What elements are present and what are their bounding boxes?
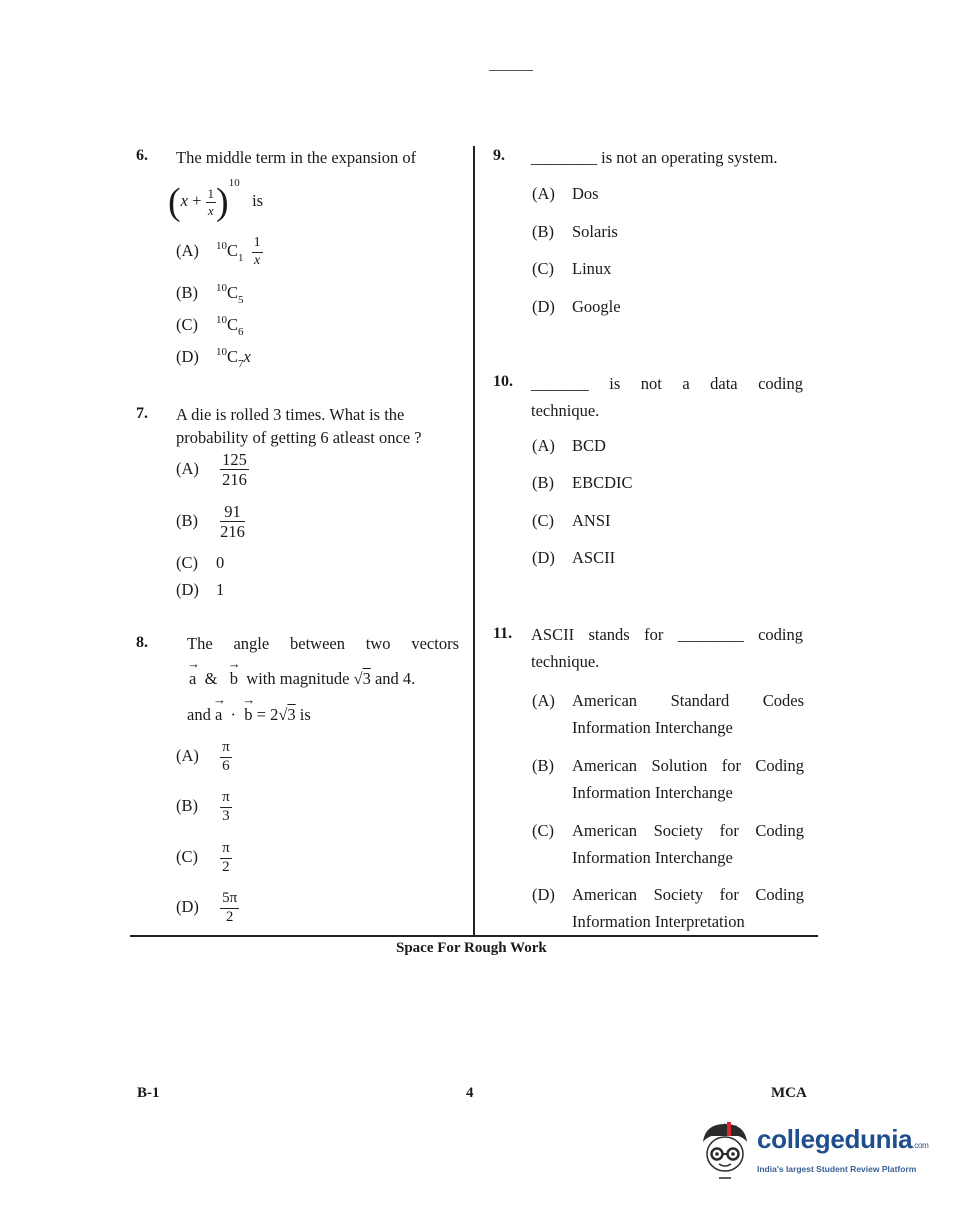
q8-line2: → a & → b with magnitude √3 and 4. bbox=[189, 667, 415, 690]
collegedunia-logo-icon bbox=[697, 1120, 753, 1186]
q11-option-b[interactable]: (B) American Solution for Coding Information Interchange bbox=[532, 756, 804, 802]
rough-work-label: Space For Rough Work bbox=[396, 940, 547, 956]
q6-option-a[interactable]: (A) $^{10}C_1$ $\frac{1}{x}$ bbox=[176, 235, 261, 268]
q7-text: A die is rolled 3 times. What is the probability of getting 6 atleast once ? bbox=[176, 405, 422, 447]
q10-option-b[interactable]: (B) EBCDIC bbox=[532, 473, 633, 492]
q10-option-c[interactable]: (C) ANSI bbox=[532, 511, 611, 530]
bottom-rule bbox=[130, 935, 818, 937]
q11-option-c[interactable]: (C) American Society for Coding Information Interchange bbox=[532, 821, 804, 867]
q8-line1: The angle between two vectors bbox=[187, 634, 459, 653]
q10-text: _______ is not a data coding technique. bbox=[531, 374, 804, 420]
q8-line3: and → a · → b = 2√3 is bbox=[187, 703, 311, 726]
q11-number: 11. bbox=[493, 625, 513, 642]
q9-number: 9. bbox=[493, 147, 505, 164]
q8-option-c[interactable]: (C) $\frac{\pi}{2}$ bbox=[176, 840, 230, 875]
q6-number: 6. bbox=[136, 147, 148, 164]
q11-option-d[interactable]: (D) American Society for Coding Information Interpretation bbox=[532, 885, 804, 931]
q7-number: 7. bbox=[136, 405, 148, 422]
q9-text: ________ is not an operating system. bbox=[531, 148, 778, 167]
q7-option-d[interactable]: (D) 1 bbox=[176, 580, 225, 599]
q7-option-a[interactable]: (A) $\frac{125}{216}$ bbox=[176, 450, 247, 490]
page-number: 4 bbox=[466, 1085, 474, 1101]
q8-option-d[interactable]: (D) $\frac{5\pi}{2}$ bbox=[176, 890, 238, 925]
q7-option-c[interactable]: (C) 0 bbox=[176, 553, 225, 572]
q6-text: The middle term in the expansion of bbox=[176, 148, 417, 167]
q6-expression: (x + $\frac{1}{x}$ )$^{10}$ is bbox=[168, 177, 264, 224]
header-dash bbox=[489, 70, 533, 71]
q10-number: 10. bbox=[493, 373, 513, 390]
q6-is: is bbox=[252, 191, 264, 210]
q6-option-d[interactable]: (D) $^{10}C_7x$ bbox=[176, 346, 251, 370]
q10-option-d[interactable]: (D) ASCII bbox=[532, 548, 616, 567]
logo-brand: collegedunia.com bbox=[757, 1124, 929, 1154]
footer-code: B-1 bbox=[137, 1085, 160, 1101]
footer-subject: MCA bbox=[771, 1085, 807, 1101]
q9-option-c[interactable]: (C) Linux bbox=[532, 259, 612, 278]
q6-option-c[interactable]: (C) $^{10}C_6$ bbox=[176, 314, 244, 338]
q8-option-a[interactable]: (A) $\frac{\pi}{6}$ bbox=[176, 739, 230, 774]
q8-option-b[interactable]: (B) $\frac{\pi}{3}$ bbox=[176, 789, 230, 824]
q8-number: 8. bbox=[136, 634, 148, 651]
q9-option-b[interactable]: (B) Solaris bbox=[532, 222, 618, 241]
q11-option-a[interactable]: (A) American Standard Codes Information Interchange bbox=[532, 691, 804, 737]
column-divider bbox=[473, 146, 475, 936]
q9-option-d[interactable]: (D) Google bbox=[532, 297, 621, 316]
q10-option-a[interactable]: (A) BCD bbox=[532, 436, 606, 455]
q9-option-a[interactable]: (A) Dos bbox=[532, 184, 599, 203]
logo-tagline: India's largest Student Review Platform bbox=[757, 1164, 917, 1174]
q7-option-b[interactable]: (B) $\frac{91}{216}$ bbox=[176, 502, 245, 542]
q11-text: ASCII stands for ________ coding technique. bbox=[531, 625, 803, 671]
q6-option-b[interactable]: (B) $^{10}C_5$ bbox=[176, 282, 244, 306]
